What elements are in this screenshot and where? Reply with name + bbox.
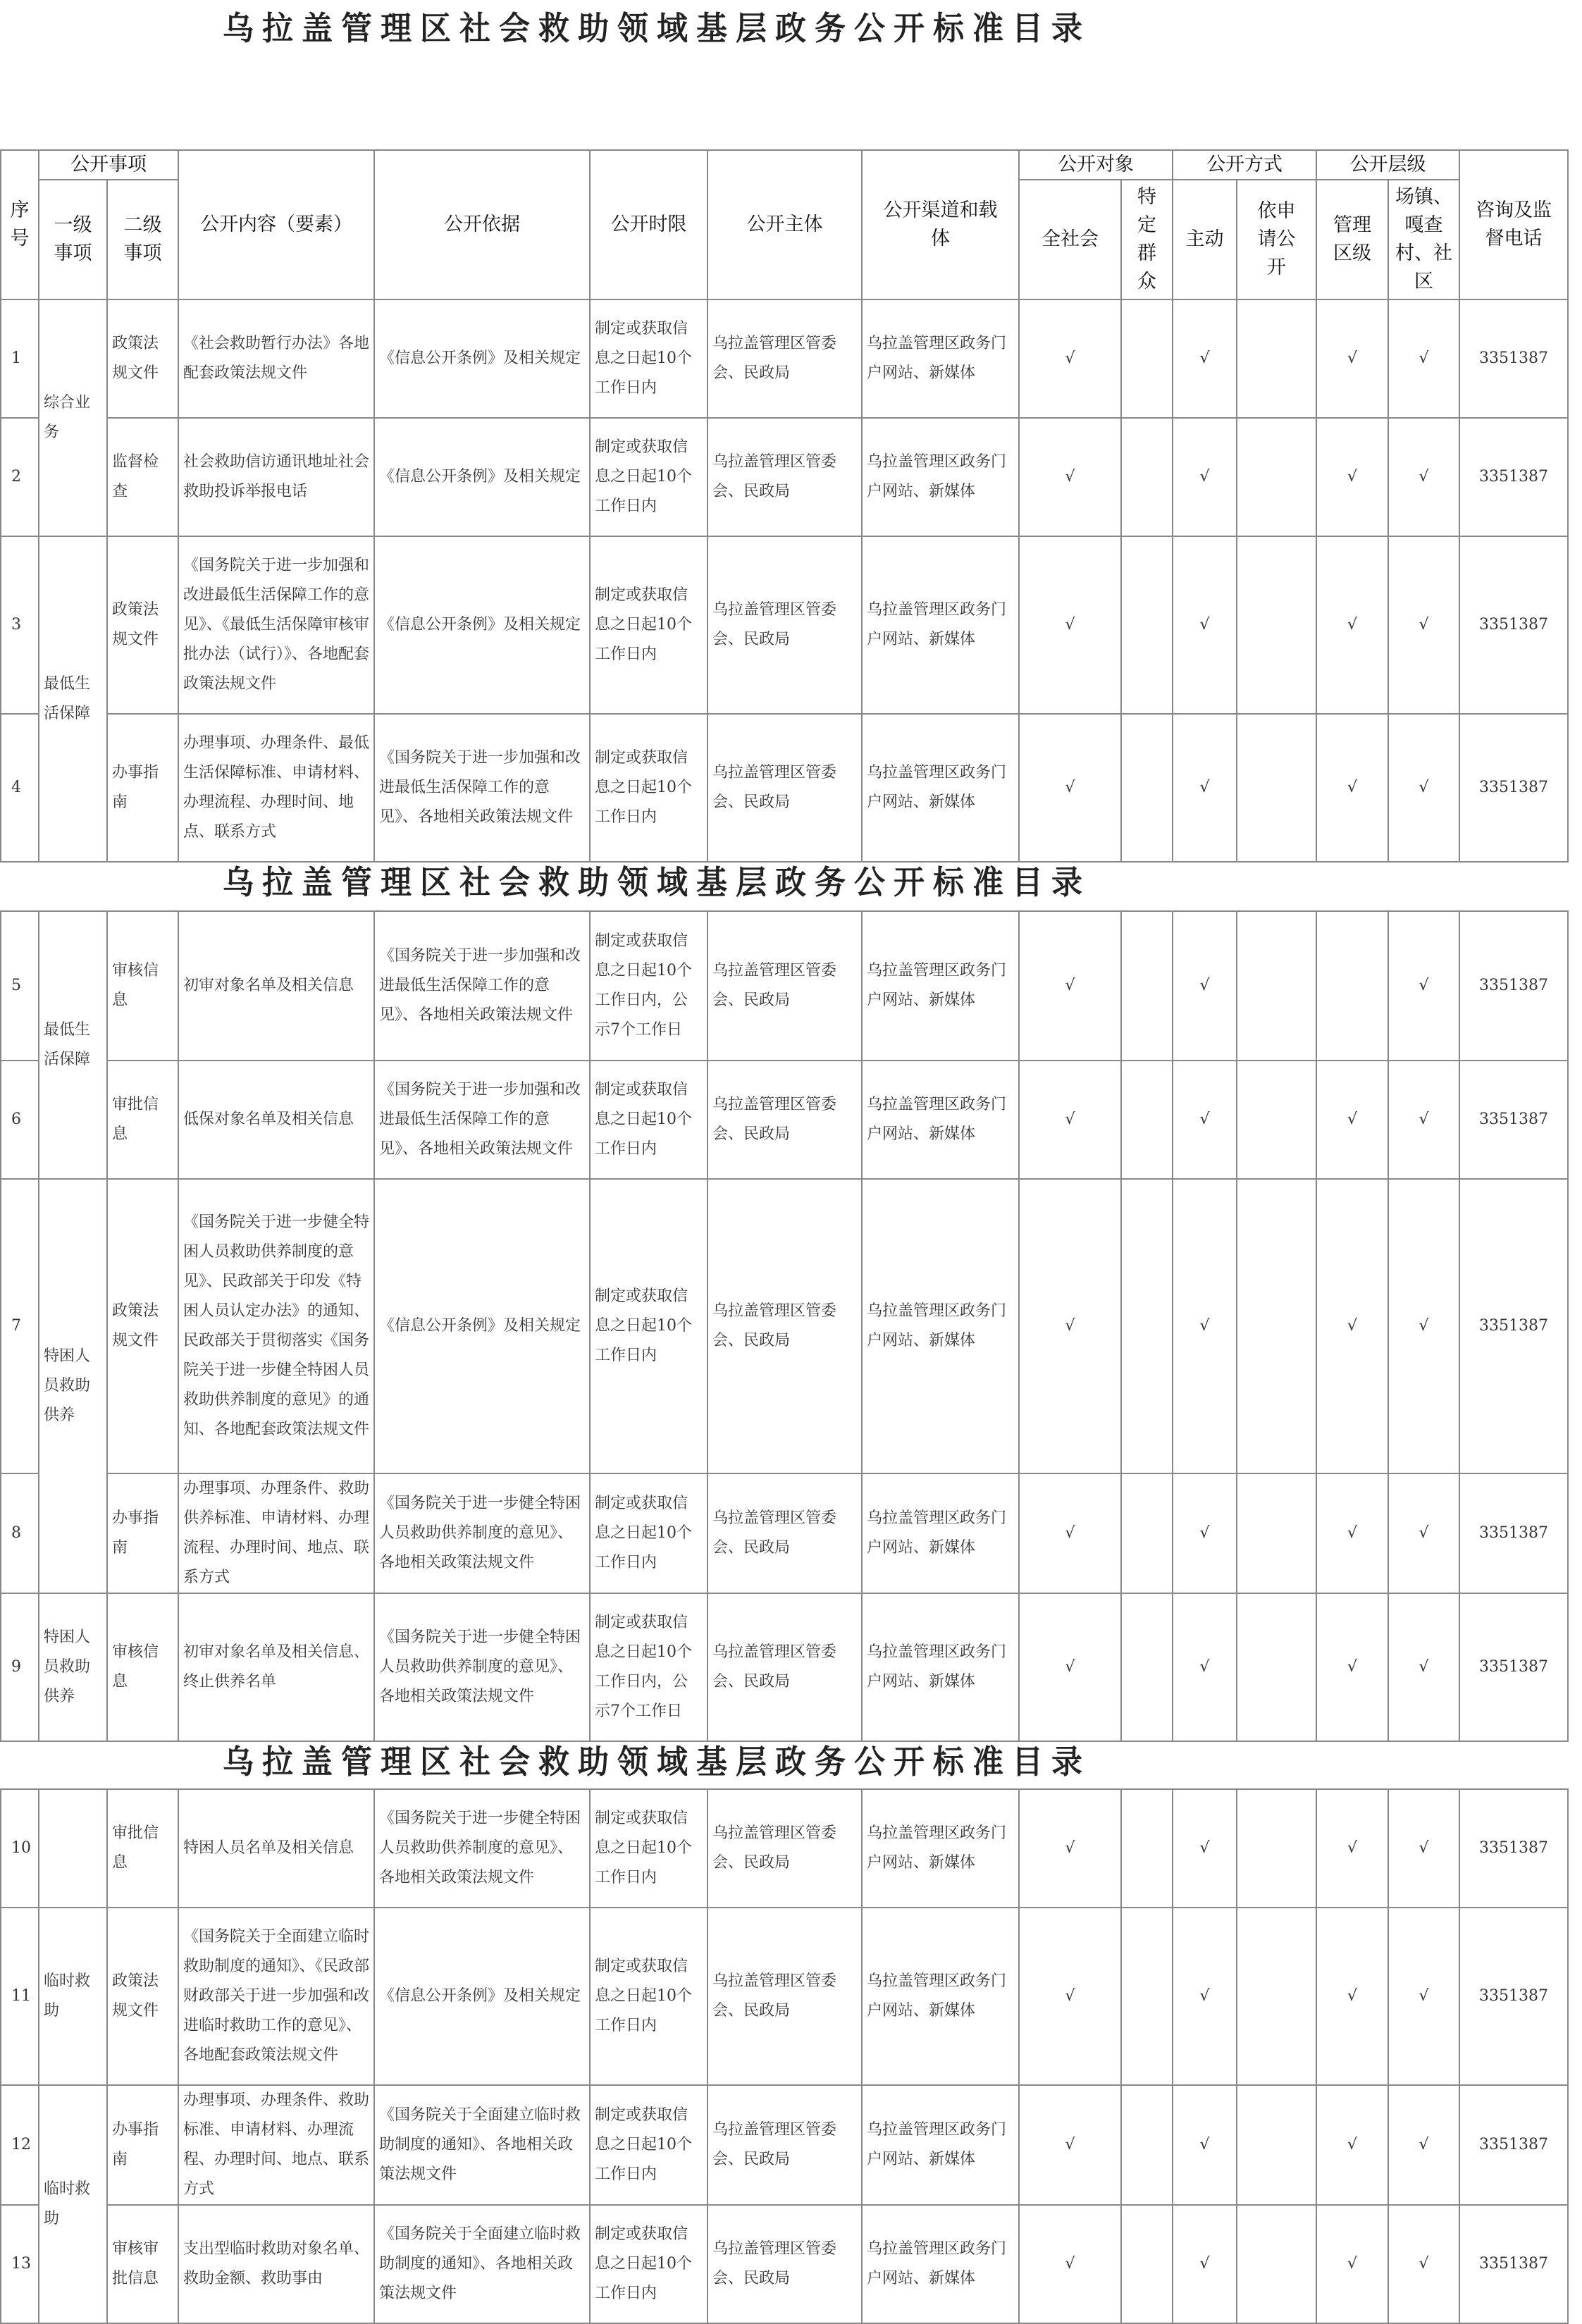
row-seq: 1 bbox=[1, 299, 39, 418]
tick-level-mgmt: √ bbox=[1316, 299, 1388, 418]
row-seq: 7 bbox=[1, 1179, 39, 1473]
tick-method-active: √ bbox=[1173, 1179, 1237, 1473]
tick-target-all: √ bbox=[1019, 1908, 1121, 2085]
row-channel: 乌拉盖管理区政务门户网站、新媒体 bbox=[862, 2205, 1019, 2323]
tick-method-active: √ bbox=[1173, 2085, 1237, 2205]
row-channel: 乌拉盖管理区政务门户网站、新媒体 bbox=[862, 1908, 1019, 2085]
tick-level-town: √ bbox=[1388, 1473, 1459, 1593]
row-content: 《社会救助暂行办法》各地配套政策法规文件 bbox=[178, 299, 374, 418]
row-content: 初审对象名单及相关信息 bbox=[178, 911, 374, 1061]
tick-method-active: √ bbox=[1173, 418, 1237, 536]
header-public-items: 公开事项 bbox=[39, 150, 178, 180]
empty-cell bbox=[1316, 911, 1388, 1061]
row-basis: 《信息公开条例》及相关规定 bbox=[374, 418, 590, 536]
row-time-limit: 制定或获取信息之日起10个工作日内 bbox=[590, 1473, 707, 1593]
row-level1: 特困人员救助供养 bbox=[39, 1179, 107, 1593]
table-row bbox=[1, 1061, 1568, 1179]
row-content: 《国务院关于全面建立临时救助制度的通知》、《民政部 财政部关于进一步加强和改进临时救助工作的意见》、各地配套政策法规文件 bbox=[178, 1908, 374, 2085]
table-row bbox=[1, 536, 1568, 714]
row-seq: 3 bbox=[1, 536, 39, 714]
table-row bbox=[1, 1593, 1568, 1741]
catalog-table-part2 bbox=[0, 910, 1569, 1742]
header-level1: 一级事项 bbox=[39, 180, 107, 299]
row-time-limit: 制定或获取信息之日起10个工作日内 bbox=[590, 714, 707, 862]
empty-cell bbox=[1237, 911, 1316, 1061]
row-level2: 政策法规文件 bbox=[107, 1179, 178, 1473]
row-content: 《国务院关于进一步加强和改进最低生活保障工作的意见》、《最低生活保障审核审批办法（试行）》、各地配套政策法规文件 bbox=[178, 536, 374, 714]
row-subject: 乌拉盖管理区管委会、民政局 bbox=[707, 1789, 862, 1908]
row-phone: 3351387 bbox=[1459, 1061, 1568, 1179]
row-content: 支出型临时救助对象名单、救助金额、救助事由 bbox=[178, 2205, 374, 2323]
row-basis: 《信息公开条例》及相关规定 bbox=[374, 1179, 590, 1473]
header-target-specific: 特定群众 bbox=[1121, 180, 1173, 299]
page-title-repeat: 乌拉盖管理区社会救助领域基层政务公开标准目录 bbox=[223, 1743, 1091, 1781]
row-seq: 2 bbox=[1, 418, 39, 536]
tick-method-active: √ bbox=[1173, 536, 1237, 714]
row-basis: 《国务院关于进一步加强和改进最低生活保障工作的意见》、各地相关政策法规文件 bbox=[374, 1061, 590, 1179]
header-content: 公开内容（要素） bbox=[178, 150, 374, 299]
header-method-active: 主动 bbox=[1173, 180, 1237, 299]
row-subject: 乌拉盖管理区管委会、民政局 bbox=[707, 536, 862, 714]
row-time-limit: 制定或获取信息之日起10个工作日内 bbox=[590, 299, 707, 418]
catalog-table-part3 bbox=[0, 1788, 1569, 2324]
tick-level-town: √ bbox=[1388, 1061, 1459, 1179]
empty-cell bbox=[1121, 1473, 1173, 1593]
row-basis: 《信息公开条例》及相关规定 bbox=[374, 1908, 590, 2085]
table-row bbox=[1, 299, 1568, 418]
row-channel: 乌拉盖管理区政务门户网站、新媒体 bbox=[862, 2085, 1019, 2205]
empty-cell bbox=[1121, 418, 1173, 536]
row-content: 低保对象名单及相关信息 bbox=[178, 1061, 374, 1179]
row-phone: 3351387 bbox=[1459, 1593, 1568, 1741]
row-subject: 乌拉盖管理区管委会、民政局 bbox=[707, 2085, 862, 2205]
table-row bbox=[1, 2085, 1568, 2205]
row-seq: 9 bbox=[1, 1593, 39, 1741]
table-row bbox=[1, 714, 1568, 862]
row-phone: 3351387 bbox=[1459, 1789, 1568, 1908]
table-row bbox=[1, 1473, 1568, 1593]
row-seq: 10 bbox=[1, 1789, 39, 1908]
row-level1: 最低生活保障 bbox=[39, 911, 107, 1179]
header-time-limit: 公开时限 bbox=[590, 150, 707, 299]
empty-cell bbox=[1121, 1593, 1173, 1741]
row-subject: 乌拉盖管理区管委会、民政局 bbox=[707, 418, 862, 536]
header-level: 公开层级 bbox=[1316, 150, 1459, 180]
row-level2: 审核审批信息 bbox=[107, 2205, 178, 2323]
tick-method-active: √ bbox=[1173, 2205, 1237, 2323]
tick-level-town: √ bbox=[1388, 536, 1459, 714]
row-phone: 3351387 bbox=[1459, 911, 1568, 1061]
row-seq: 12 bbox=[1, 2085, 39, 2205]
tick-target-all: √ bbox=[1019, 714, 1121, 862]
row-level2: 政策法规文件 bbox=[107, 299, 178, 418]
row-content: 初审对象名单及相关信息、终止供养名单 bbox=[178, 1593, 374, 1741]
row-seq: 6 bbox=[1, 1061, 39, 1179]
row-subject: 乌拉盖管理区管委会、民政局 bbox=[707, 714, 862, 862]
tick-method-active: √ bbox=[1173, 1908, 1237, 2085]
row-channel: 乌拉盖管理区政务门户网站、新媒体 bbox=[862, 418, 1019, 536]
tick-level-mgmt: √ bbox=[1316, 1789, 1388, 1908]
row-level1: 综合业务 bbox=[39, 299, 107, 536]
header-target: 公开对象 bbox=[1019, 150, 1173, 180]
row-content: 办理事项、办理条件、救助供养标准、申请材料、办理流程、办理时间、地点、联系方式 bbox=[178, 1473, 374, 1593]
tick-target-all: √ bbox=[1019, 1789, 1121, 1908]
tick-target-all: √ bbox=[1019, 418, 1121, 536]
tick-level-mgmt: √ bbox=[1316, 2085, 1388, 2205]
tick-level-town: √ bbox=[1388, 1593, 1459, 1741]
row-level2: 审核信息 bbox=[107, 1593, 178, 1741]
header-basis: 公开依据 bbox=[374, 150, 590, 299]
row-channel: 乌拉盖管理区政务门户网站、新媒体 bbox=[862, 911, 1019, 1061]
row-basis: 《信息公开条例》及相关规定 bbox=[374, 536, 590, 714]
row-basis: 《国务院关于进一步健全特困人员救助供养制度的意见》、各地相关政策法规文件 bbox=[374, 1473, 590, 1593]
tick-method-active: √ bbox=[1173, 1593, 1237, 1741]
empty-cell bbox=[1121, 1789, 1173, 1908]
tick-method-active: √ bbox=[1173, 1473, 1237, 1593]
empty-cell bbox=[1237, 299, 1316, 418]
table-row bbox=[1, 418, 1568, 536]
empty-cell bbox=[1237, 2085, 1316, 2205]
tick-level-mgmt: √ bbox=[1316, 1179, 1388, 1473]
row-time-limit: 制定或获取信息之日起10个工作日内 bbox=[590, 2085, 707, 2205]
row-time-limit: 制定或获取信息之日起10个工作日内 bbox=[590, 1908, 707, 2085]
row-channel: 乌拉盖管理区政务门户网站、新媒体 bbox=[862, 1061, 1019, 1179]
row-level2: 办事指南 bbox=[107, 2085, 178, 2205]
row-basis: 《国务院关于进一步加强和改进最低生活保障工作的意见》、各地相关政策法规文件 bbox=[374, 714, 590, 862]
row-seq: 8 bbox=[1, 1473, 39, 1593]
row-level1-empty bbox=[39, 1789, 107, 1908]
row-time-limit: 制定或获取信息之日起10个工作日内 bbox=[590, 418, 707, 536]
row-basis: 《国务院关于进一步健全特困人员救助供养制度的意见》、各地相关政策法规文件 bbox=[374, 1593, 590, 1741]
header-level-mgmt: 管理区级 bbox=[1316, 180, 1388, 299]
empty-cell bbox=[1237, 418, 1316, 536]
tick-target-all: √ bbox=[1019, 299, 1121, 418]
tick-level-town: √ bbox=[1388, 1789, 1459, 1908]
row-basis: 《国务院关于进一步加强和改进最低生活保障工作的意见》、各地相关政策法规文件 bbox=[374, 911, 590, 1061]
empty-cell bbox=[1121, 299, 1173, 418]
tick-level-town: √ bbox=[1388, 2085, 1459, 2205]
tick-level-mgmt: √ bbox=[1316, 418, 1388, 536]
tick-target-all: √ bbox=[1019, 2085, 1121, 2205]
empty-cell bbox=[1121, 714, 1173, 862]
tick-target-all: √ bbox=[1019, 1473, 1121, 1593]
row-seq: 5 bbox=[1, 911, 39, 1061]
row-basis: 《国务院关于全面建立临时救助制度的通知》、各地相关政策法规文件 bbox=[374, 2085, 590, 2205]
tick-method-active: √ bbox=[1173, 911, 1237, 1061]
row-subject: 乌拉盖管理区管委会、民政局 bbox=[707, 2205, 862, 2323]
page-title: 乌拉盖管理区社会救助领域基层政务公开标准目录 bbox=[223, 9, 1091, 48]
empty-cell bbox=[1121, 1061, 1173, 1179]
header-method: 公开方式 bbox=[1173, 150, 1316, 180]
header-target-all: 全社会 bbox=[1019, 180, 1121, 299]
tick-method-active: √ bbox=[1173, 1061, 1237, 1179]
table-row bbox=[1, 1908, 1568, 2085]
empty-cell bbox=[1121, 536, 1173, 714]
tick-target-all: √ bbox=[1019, 1593, 1121, 1741]
row-phone: 3351387 bbox=[1459, 299, 1568, 418]
row-subject: 乌拉盖管理区管委会、民政局 bbox=[707, 1908, 862, 2085]
row-subject: 乌拉盖管理区管委会、民政局 bbox=[707, 299, 862, 418]
empty-cell bbox=[1237, 1061, 1316, 1179]
row-subject: 乌拉盖管理区管委会、民政局 bbox=[707, 1473, 862, 1593]
tick-method-active: √ bbox=[1173, 714, 1237, 862]
tick-method-active: √ bbox=[1173, 299, 1237, 418]
tick-level-mgmt: √ bbox=[1316, 1908, 1388, 2085]
row-phone: 3351387 bbox=[1459, 2205, 1568, 2323]
row-channel: 乌拉盖管理区政务门户网站、新媒体 bbox=[862, 714, 1019, 862]
row-time-limit: 制定或获取信息之日起10个工作日内 bbox=[590, 1179, 707, 1473]
row-level2: 审批信息 bbox=[107, 1061, 178, 1179]
row-subject: 乌拉盖管理区管委会、民政局 bbox=[707, 1061, 862, 1179]
row-phone: 3351387 bbox=[1459, 1908, 1568, 2085]
tick-target-all: √ bbox=[1019, 911, 1121, 1061]
row-seq: 13 bbox=[1, 2205, 39, 2323]
row-level2: 办事指南 bbox=[107, 1473, 178, 1593]
table-row bbox=[1, 1179, 1568, 1473]
tick-target-all: √ bbox=[1019, 1061, 1121, 1179]
tick-level-town: √ bbox=[1388, 2205, 1459, 2323]
empty-cell bbox=[1237, 1908, 1316, 2085]
empty-cell bbox=[1121, 1179, 1173, 1473]
tick-method-active: √ bbox=[1173, 1789, 1237, 1908]
row-content: 办理事项、办理条件、最低生活保障标准、申请材料、办理流程、办理时间、地点、联系方式 bbox=[178, 714, 374, 862]
row-channel: 乌拉盖管理区政务门户网站、新媒体 bbox=[862, 536, 1019, 714]
row-subject: 乌拉盖管理区管委会、民政局 bbox=[707, 911, 862, 1061]
table-row bbox=[1, 1789, 1568, 1908]
tick-level-mgmt: √ bbox=[1316, 714, 1388, 862]
row-content: 办理事项、办理条件、救助标准、申请材料、办理流程、办理时间、地点、联系方式 bbox=[178, 2085, 374, 2205]
tick-level-mgmt: √ bbox=[1316, 1593, 1388, 1741]
header-subject: 公开主体 bbox=[707, 150, 862, 299]
tick-level-town: √ bbox=[1388, 1908, 1459, 2085]
table-row bbox=[1, 911, 1568, 1061]
header-level-town: 场镇、嘎查村、社区 bbox=[1388, 180, 1459, 299]
row-time-limit: 制定或获取信息之日起10个工作日内 bbox=[590, 1789, 707, 1908]
row-basis: 《信息公开条例》及相关规定 bbox=[374, 299, 590, 418]
catalog-table-part1 bbox=[0, 149, 1569, 863]
tick-level-mgmt: √ bbox=[1316, 1061, 1388, 1179]
empty-cell bbox=[1121, 2085, 1173, 2205]
header-level2: 二级事项 bbox=[107, 180, 178, 299]
row-time-limit: 制定或获取信息之日起10个工作日内，公示7个工作日 bbox=[590, 911, 707, 1061]
header-phone: 咨询及监督电话 bbox=[1459, 150, 1568, 299]
row-time-limit: 制定或获取信息之日起10个工作日内 bbox=[590, 2205, 707, 2323]
row-level1: 临时救助 bbox=[39, 2085, 107, 2323]
tick-level-town: √ bbox=[1388, 714, 1459, 862]
row-phone: 3351387 bbox=[1459, 418, 1568, 536]
header-channel: 公开渠道和载体 bbox=[862, 150, 1019, 299]
empty-cell bbox=[1237, 1593, 1316, 1741]
row-level2: 监督检查 bbox=[107, 418, 178, 536]
tick-target-all: √ bbox=[1019, 1179, 1121, 1473]
tick-target-all: √ bbox=[1019, 2205, 1121, 2323]
row-time-limit: 制定或获取信息之日起10个工作日内，公示7个工作日 bbox=[590, 1593, 707, 1741]
empty-cell bbox=[1237, 1179, 1316, 1473]
row-phone: 3351387 bbox=[1459, 1473, 1568, 1593]
empty-cell bbox=[1237, 536, 1316, 714]
row-level2: 审核信息 bbox=[107, 911, 178, 1061]
header-seq: 序号 bbox=[1, 150, 39, 299]
row-basis: 《国务院关于进一步健全特困人员救助供养制度的意见》、各地相关政策法规文件 bbox=[374, 1789, 590, 1908]
row-channel: 乌拉盖管理区政务门户网站、新媒体 bbox=[862, 1789, 1019, 1908]
empty-cell bbox=[1121, 911, 1173, 1061]
tick-level-mgmt: √ bbox=[1316, 1473, 1388, 1593]
tick-target-all: √ bbox=[1019, 536, 1121, 714]
empty-cell bbox=[1121, 2205, 1173, 2323]
row-time-limit: 制定或获取信息之日起10个工作日内 bbox=[590, 1061, 707, 1179]
tick-level-mgmt: √ bbox=[1316, 536, 1388, 714]
row-channel: 乌拉盖管理区政务门户网站、新媒体 bbox=[862, 1473, 1019, 1593]
row-level1: 特困人员救助供养 bbox=[39, 1593, 107, 1741]
header-method-apply: 依申请公开 bbox=[1237, 180, 1316, 299]
table-row bbox=[1, 2205, 1568, 2323]
tick-level-town: √ bbox=[1388, 299, 1459, 418]
row-time-limit: 制定或获取信息之日起10个工作日内 bbox=[590, 536, 707, 714]
row-phone: 3351387 bbox=[1459, 1179, 1568, 1473]
row-phone: 3351387 bbox=[1459, 536, 1568, 714]
tick-level-mgmt: √ bbox=[1316, 2205, 1388, 2323]
empty-cell bbox=[1121, 1908, 1173, 2085]
row-channel: 乌拉盖管理区政务门户网站、新媒体 bbox=[862, 299, 1019, 418]
tick-level-town: √ bbox=[1388, 911, 1459, 1061]
row-level2: 审批信息 bbox=[107, 1789, 178, 1908]
row-level2: 政策法规文件 bbox=[107, 1908, 178, 2085]
row-seq: 4 bbox=[1, 714, 39, 862]
empty-cell bbox=[1237, 2205, 1316, 2323]
row-basis: 《国务院关于全面建立临时救助制度的通知》、各地相关政策法规文件 bbox=[374, 2205, 590, 2323]
row-level2: 办事指南 bbox=[107, 714, 178, 862]
tick-level-town: √ bbox=[1388, 1179, 1459, 1473]
row-content: 《国务院关于进一步健全特困人员救助供养制度的意见》、民政部关于印发《特困人员认定办法》的通知、民政部关于贯彻落实《国务院关于进一步健全特困人员救助供养制度的意见》的通知、各地配套政策法规文件 bbox=[178, 1179, 374, 1473]
page-title-repeat: 乌拉盖管理区社会救助领域基层政务公开标准目录 bbox=[223, 863, 1091, 902]
row-channel: 乌拉盖管理区政务门户网站、新媒体 bbox=[862, 1593, 1019, 1741]
row-level2: 政策法规文件 bbox=[107, 536, 178, 714]
empty-cell bbox=[1237, 1473, 1316, 1593]
row-seq: 11 bbox=[1, 1908, 39, 2085]
row-level1: 最低生活保障 bbox=[39, 536, 107, 862]
tick-level-town: √ bbox=[1388, 418, 1459, 536]
row-channel: 乌拉盖管理区政务门户网站、新媒体 bbox=[862, 1179, 1019, 1473]
row-subject: 乌拉盖管理区管委会、民政局 bbox=[707, 1179, 862, 1473]
row-level1: 临时救助 bbox=[39, 1908, 107, 2085]
row-content: 社会救助信访通讯地址社会救助投诉举报电话 bbox=[178, 418, 374, 536]
empty-cell bbox=[1237, 714, 1316, 862]
row-content: 特困人员名单及相关信息 bbox=[178, 1789, 374, 1908]
row-phone: 3351387 bbox=[1459, 714, 1568, 862]
row-subject: 乌拉盖管理区管委会、民政局 bbox=[707, 1593, 862, 1741]
row-phone: 3351387 bbox=[1459, 2085, 1568, 2205]
empty-cell bbox=[1237, 1789, 1316, 1908]
